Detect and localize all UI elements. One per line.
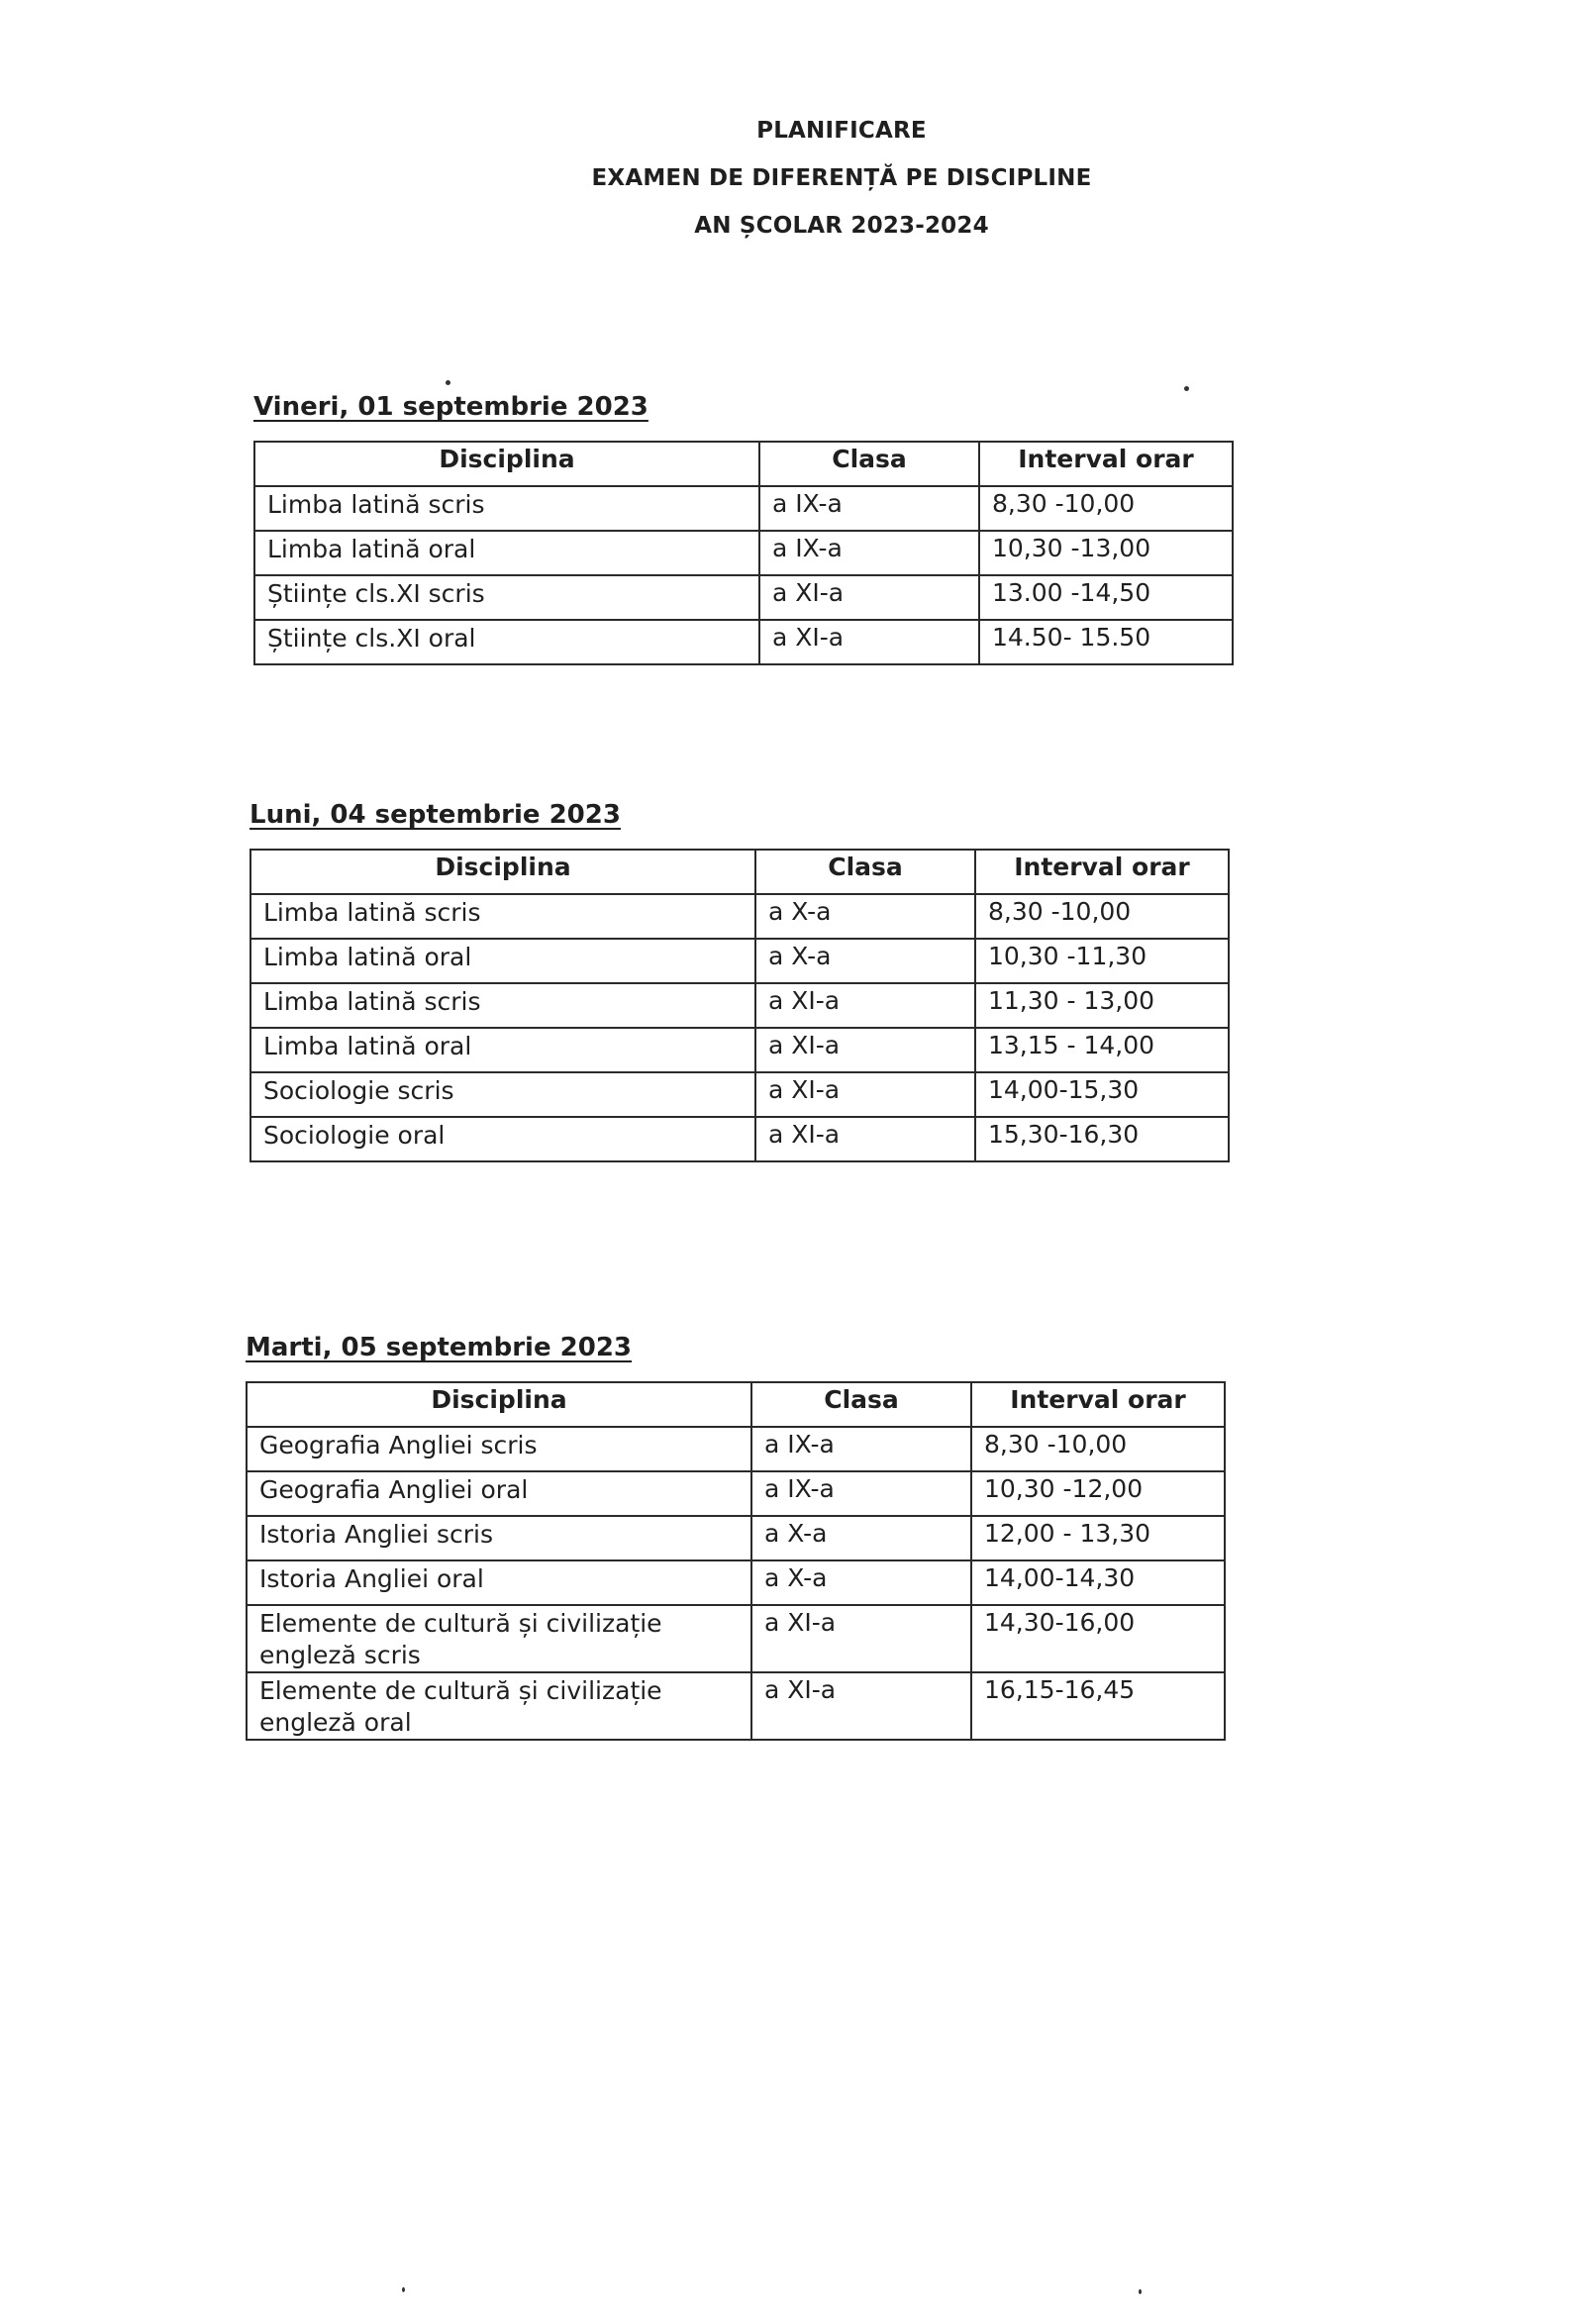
cell-interval: 10,30 -11,30: [975, 939, 1229, 983]
column-header-interval: Interval orar: [975, 850, 1229, 894]
cell-interval: 8,30 -10,00: [971, 1427, 1225, 1471]
table-row: [247, 1605, 1225, 1672]
cell-clasa: a IX-a: [759, 531, 979, 575]
table-row: [250, 983, 1229, 1028]
cell-clasa: a XI-a: [755, 1117, 975, 1161]
cell-disciplina: Geografia Angliei scris: [247, 1427, 751, 1471]
cell-disciplina: Limba latină scris: [254, 486, 759, 531]
cell-clasa: a XI-a: [755, 983, 975, 1028]
table-row: [247, 1516, 1225, 1560]
cell-clasa: a IX-a: [751, 1427, 971, 1471]
cell-clasa: a XI-a: [759, 575, 979, 620]
cell-interval: 14,00-14,30: [971, 1560, 1225, 1605]
cell-interval: 14.50- 15.50: [979, 620, 1233, 664]
scan-speck: [402, 2287, 405, 2292]
schedule-table: [246, 1381, 1226, 1741]
column-header-interval: Interval orar: [979, 442, 1233, 486]
cell-disciplina: Geografia Angliei oral: [247, 1471, 751, 1516]
cell-clasa: a X-a: [751, 1516, 971, 1560]
column-header-interval: Interval orar: [971, 1382, 1225, 1427]
cell-clasa: a IX-a: [751, 1471, 971, 1516]
day-heading: Vineri, 01 septembrie 2023: [253, 392, 648, 422]
scan-speck: [1139, 2289, 1142, 2294]
table-row: [250, 1028, 1229, 1072]
table-header-row: [250, 850, 1229, 894]
table-row: [247, 1471, 1225, 1516]
cell-disciplina: Limba latină oral: [250, 939, 755, 983]
table-row: [254, 575, 1233, 620]
cell-interval: 14,00-15,30: [975, 1072, 1229, 1117]
cell-interval: 13.00 -14,50: [979, 575, 1233, 620]
table-row: [250, 894, 1229, 939]
cell-clasa: a XI-a: [751, 1672, 971, 1740]
school-year: AN ȘCOLAR 2023-2024: [694, 213, 989, 239]
cell-disciplina: Istoria Angliei scris: [247, 1516, 751, 1560]
cell-interval: 11,30 - 13,00: [975, 983, 1229, 1028]
cell-clasa: a X-a: [751, 1560, 971, 1605]
table-row: [254, 620, 1233, 664]
cell-clasa: a XI-a: [759, 620, 979, 664]
cell-interval: 16,15-16,45: [971, 1672, 1225, 1740]
cell-disciplina: Limba latină scris: [250, 894, 755, 939]
table-header-row: [254, 442, 1233, 486]
table-row: [247, 1560, 1225, 1605]
document-header: [0, 107, 1596, 250]
day-heading: Marti, 05 septembrie 2023: [246, 1333, 633, 1362]
cell-interval: 8,30 -10,00: [975, 894, 1229, 939]
table-row: [247, 1427, 1225, 1471]
cell-interval: 13,15 - 14,00: [975, 1028, 1229, 1072]
cell-interval: 12,00 - 13,30: [971, 1516, 1225, 1560]
cell-disciplina: Științe cls.XI oral: [254, 620, 759, 664]
cell-clasa: a XI-a: [755, 1072, 975, 1117]
column-header-disciplina: Disciplina: [247, 1382, 751, 1427]
cell-interval: 10,30 -12,00: [971, 1471, 1225, 1516]
cell-interval: 10,30 -13,00: [979, 531, 1233, 575]
cell-disciplina: Sociologie scris: [250, 1072, 755, 1117]
scan-speck: [446, 380, 450, 385]
cell-disciplina: Istoria Angliei oral: [247, 1560, 751, 1605]
cell-interval: 15,30-16,30: [975, 1117, 1229, 1161]
table-row: [254, 486, 1233, 531]
cell-interval: 8,30 -10,00: [979, 486, 1233, 531]
column-header-clasa: Clasa: [751, 1382, 971, 1427]
cell-clasa: a X-a: [755, 939, 975, 983]
cell-interval: 14,30-16,00: [971, 1605, 1225, 1672]
cell-disciplina: Limba latină scris: [250, 983, 755, 1028]
cell-disciplina: Limba latină oral: [254, 531, 759, 575]
table-row: [247, 1672, 1225, 1740]
schedule-table: [249, 849, 1230, 1162]
table-header-row: [247, 1382, 1225, 1427]
cell-disciplina: Elemente de cultură și civilizație engleză scris: [247, 1605, 751, 1672]
cell-disciplina: Științe cls.XI scris: [254, 575, 759, 620]
table-row: [250, 1117, 1229, 1161]
schedule-section-friday: [253, 392, 1234, 665]
cell-disciplina: Sociologie oral: [250, 1117, 755, 1161]
cell-disciplina: Elemente de cultură și civilizație engleză oral: [247, 1672, 751, 1740]
table-row: [250, 1072, 1229, 1117]
document-title: PLANIFICARE: [756, 118, 927, 144]
column-header-disciplina: Disciplina: [250, 850, 755, 894]
column-header-clasa: Clasa: [755, 850, 975, 894]
cell-clasa: a IX-a: [759, 486, 979, 531]
cell-clasa: a XI-a: [755, 1028, 975, 1072]
document-subtitle: EXAMEN DE DIFERENȚĂ PE DISCIPLINE: [591, 165, 1092, 191]
cell-disciplina: Limba latină oral: [250, 1028, 755, 1072]
column-header-clasa: Clasa: [759, 442, 979, 486]
cell-clasa: a X-a: [755, 894, 975, 939]
schedule-section-monday: [249, 800, 1230, 1162]
day-heading: Luni, 04 septembrie 2023: [249, 800, 621, 830]
table-row: [250, 939, 1229, 983]
scan-speck: [1184, 386, 1189, 391]
column-header-disciplina: Disciplina: [254, 442, 759, 486]
cell-clasa: a XI-a: [751, 1605, 971, 1672]
schedule-table: [253, 441, 1234, 665]
table-row: [254, 531, 1233, 575]
schedule-section-tuesday: [246, 1333, 1226, 1741]
